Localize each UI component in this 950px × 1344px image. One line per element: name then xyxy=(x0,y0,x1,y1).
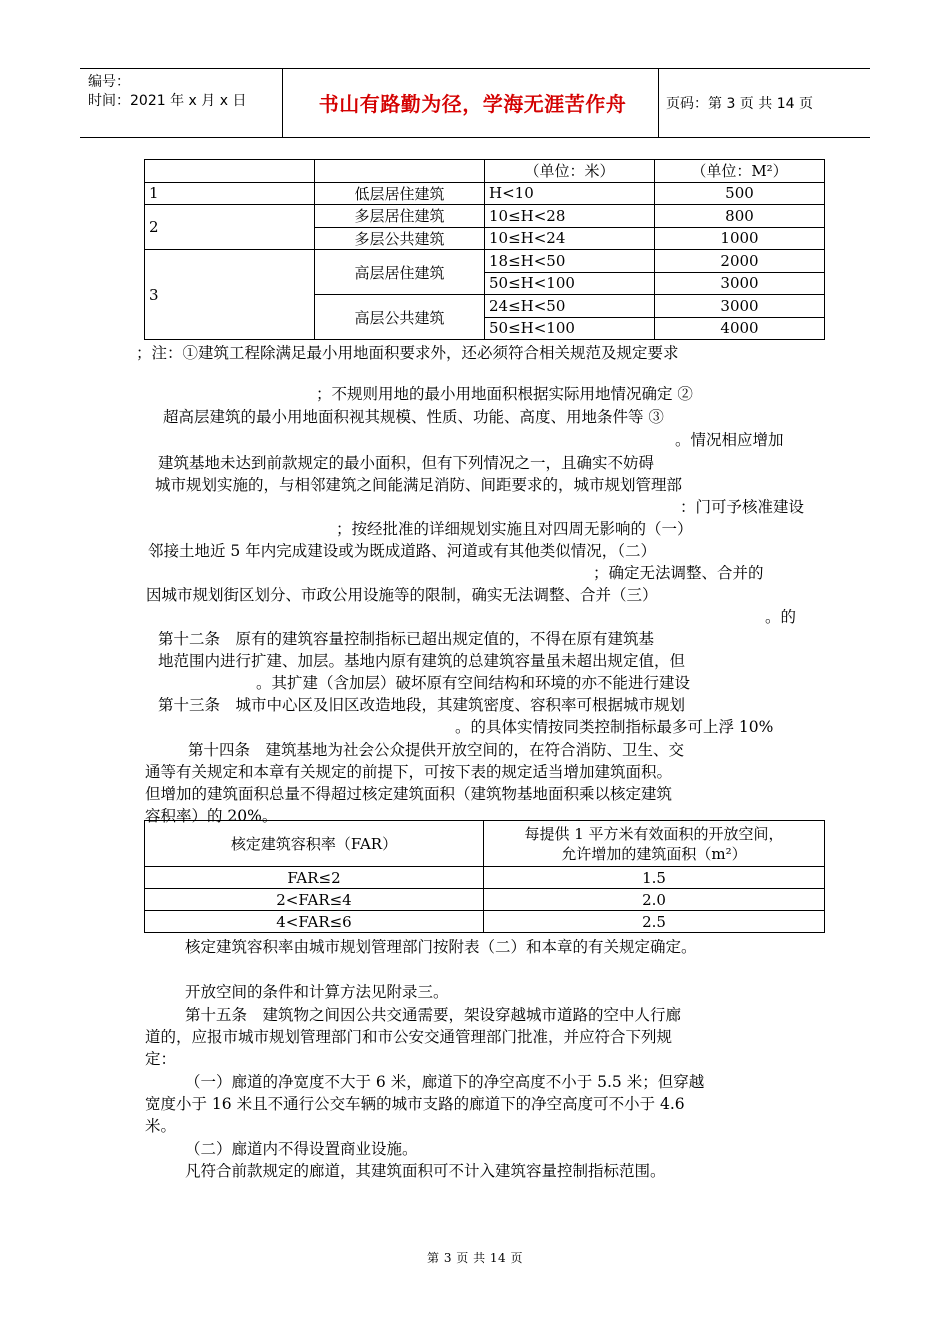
bonus-value: 2.0 xyxy=(484,889,825,911)
unit-height-label: （单位：米） xyxy=(524,162,615,181)
min-area: 1000 xyxy=(655,227,825,250)
table-cell xyxy=(655,160,825,183)
group-number: 2 xyxy=(145,205,315,250)
table-cell xyxy=(315,160,485,183)
bonus-value: 1.5 xyxy=(484,867,825,889)
table-row xyxy=(145,889,825,911)
table-cell xyxy=(485,160,655,183)
text-line: 通等有关规定和本章有关规定的前提下，可按下表的规定适当增加建筑面积。 xyxy=(145,763,673,781)
table-row xyxy=(145,250,825,273)
min-area: 800 xyxy=(655,205,825,228)
building-type: 低层居住建筑 xyxy=(315,182,485,205)
header-divider xyxy=(282,69,283,137)
group-number: 1 xyxy=(145,182,315,205)
text-line: 第十三条 城市中心区及旧区改造地段，其建筑密度、容积率可根据城市规划 xyxy=(158,696,686,714)
building-type: 多层居住建筑 xyxy=(315,205,485,228)
far-range: 2<FAR≤4 xyxy=(145,889,484,911)
min-land-area-table xyxy=(144,159,825,340)
building-type: 高层居住建筑 xyxy=(315,250,485,295)
bonus-value: 2.5 xyxy=(484,911,825,933)
bonus-header xyxy=(484,821,825,867)
text-line: 第十五条 建筑物之间因公共交通需要，架设穿越城市道路的空中人行廊 xyxy=(185,1006,682,1024)
text-line: ：门可予核准建设 xyxy=(680,498,805,516)
height-range: 24≤H<50 xyxy=(485,295,655,318)
doc-number-label: 编号： xyxy=(88,74,130,90)
height-range: 10≤H<28 xyxy=(485,205,655,228)
header-left xyxy=(88,73,246,111)
text-line: 超高层建筑的最小用地面积视其规模、性质、功能、高度、用地条件等 ③ xyxy=(163,408,664,426)
text-line: 凡符合前款规定的廊道，其建筑面积可不计入建筑容量控制指标范围。 xyxy=(185,1162,666,1180)
table-row xyxy=(145,205,825,228)
text-line: 米。 xyxy=(145,1117,177,1135)
text-line: 因城市规划街区划分、市政公用设施等的限制，确实无法调整、合并（三） xyxy=(146,586,658,604)
text-line: 城市规划实施的，与相邻建筑之间能满足消防、间距要求的，城市规划管理部 xyxy=(155,476,683,494)
text-line: （一）廊道的净宽度不大于 6 米，廊道下的净空高度不小于 5.5 米；但穿越 xyxy=(185,1073,705,1091)
table-row xyxy=(145,867,825,889)
far-range: 4<FAR≤6 xyxy=(145,911,484,933)
text-line: 第十四条 建筑基地为社会公众提供开放空间的，在符合消防、卫生、交 xyxy=(188,741,685,759)
table-row xyxy=(145,182,825,205)
min-area: 2000 xyxy=(655,250,825,273)
table-row xyxy=(145,911,825,933)
height-range: 50≤H<100 xyxy=(485,272,655,295)
text-line: 。的具体实情按同类控制指标最多可上浮 10% xyxy=(455,718,774,736)
min-area: 4000 xyxy=(655,317,825,340)
height-range: 18≤H<50 xyxy=(485,250,655,273)
text-line: 宽度小于 16 米且不通行公交车辆的城市支路的廊道下的净空高度可不小于 4.6 xyxy=(145,1095,685,1113)
text-line: 核定建筑容积率由城市规划管理部门按附表（二）和本章的有关规定确定。 xyxy=(185,938,697,956)
building-type: 高层公共建筑 xyxy=(315,295,485,340)
text-line: 但增加的建筑面积总量不得超过核定建筑面积（建筑物基地面积乘以核定建筑 xyxy=(145,785,673,803)
text-line: ；按经批准的详细规划实施且对四周无影响的（一） xyxy=(336,520,693,538)
text-line: 容积率）的 20%。 xyxy=(145,807,278,825)
text-line: ；确定无法调整、合并的 xyxy=(593,564,764,582)
min-area: 500 xyxy=(655,182,825,205)
min-area: 3000 xyxy=(655,295,825,318)
text-line: （二）廊道内不得设置商业设施。 xyxy=(185,1140,418,1158)
motto: 书山有路勤为径，学海无涯苦作舟 xyxy=(318,92,627,116)
text-line: 。的 xyxy=(765,608,797,626)
text-line: 开放空间的条件和计算方法见附录三。 xyxy=(185,983,449,1001)
far-header: 核定建筑容积率（FAR） xyxy=(145,821,484,867)
group-number: 3 xyxy=(145,250,315,340)
text-line: ；不规则用地的最小用地面积根据实际用地情况确定 ② xyxy=(316,385,693,403)
page-header xyxy=(80,68,870,138)
height-range: 10≤H<24 xyxy=(485,227,655,250)
text-line: 。其扩建（含加层）破坏原有空间结构和环境的亦不能进行建设 xyxy=(256,674,691,692)
page-footer: 第 3 页 共 14 页 xyxy=(427,1251,523,1265)
far-bonus-table xyxy=(144,820,825,933)
header-page-label: 页码：第 3 页 共 14 页 xyxy=(666,96,813,112)
bonus-header-line: 允许增加的建筑面积（m²） xyxy=(561,844,747,863)
text-line: 建筑基地未达到前款规定的最小面积，但有下列情况之一，且确实不妨碍 xyxy=(158,454,655,472)
text-line: 道的，应报市城市规划管理部门和市公安交通管理部门批准，并应符合下列规 xyxy=(145,1028,673,1046)
text-line: 地范围内进行扩建、加层。基地内原有建筑的总建筑容量虽未超出规定值，但 xyxy=(158,652,686,670)
far-range: FAR≤2 xyxy=(145,867,484,889)
text-line: 第十二条 原有的建筑容量控制指标已超出规定值的，不得在原有建筑基 xyxy=(158,630,655,648)
text-line: 邻接土地近 5 年内完成建设或为既成道路、河道或有其他类似情况，（二） xyxy=(148,542,656,560)
min-area: 3000 xyxy=(655,272,825,295)
building-type: 多层公共建筑 xyxy=(315,227,485,250)
bonus-header-line: 每提供 1 平方米有效面积的开放空间， xyxy=(524,824,784,843)
table-row xyxy=(145,160,825,183)
table-cell xyxy=(145,160,315,183)
text-line: 定： xyxy=(145,1050,177,1068)
unit-area-label: （单位：M²） xyxy=(691,162,788,181)
table-row xyxy=(145,821,825,867)
height-range: H<10 xyxy=(485,182,655,205)
date-label: 时间：2021 年 x 月 x 日 xyxy=(88,93,247,109)
text-line: ；注：①建筑工程除满足最小用地面积要求外，还必须符合相关规范及规定要求 xyxy=(136,344,679,362)
text-line: 。情况相应增加 xyxy=(675,431,784,449)
height-range: 50≤H<100 xyxy=(485,317,655,340)
